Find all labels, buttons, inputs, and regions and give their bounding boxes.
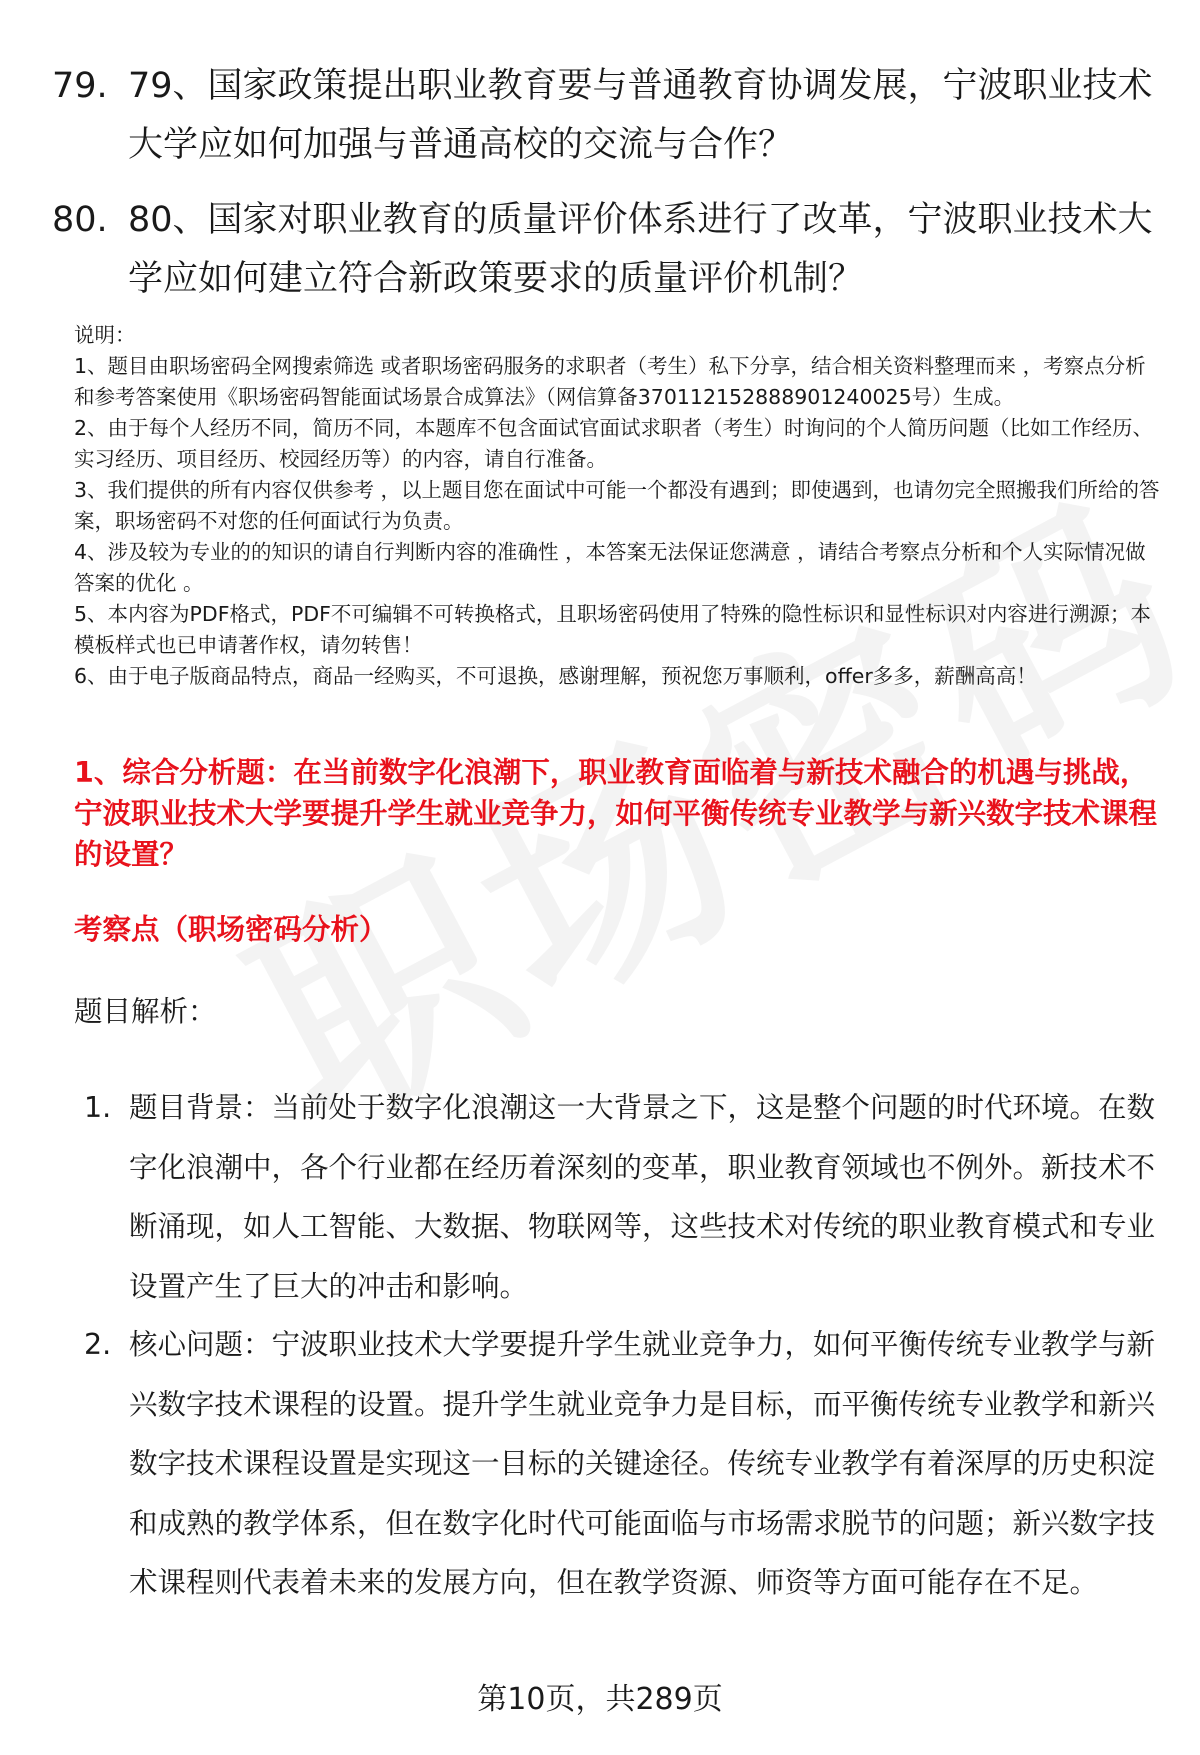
analysis-item bbox=[84, 1078, 1164, 1316]
notes-title: 说明： bbox=[74, 323, 136, 347]
analysis-item-number: 2. bbox=[84, 1328, 112, 1361]
question-number: 80. bbox=[52, 200, 108, 240]
analysis-item-text: 核心问题：宁波职业技术大学要提升学生就业竞争力，如何平衡传统专业教学与新兴数字技术课程的设置。提升学生就业竞争力是目标，而平衡传统专业教学和新兴数字技术课程设置是实现这一目标的关键途径。传统专业教学有着深厚的历史积淀和成熟的教学体系，但在数字化时代可能面临与市场需求脱节的问题；新兴数字技术课程则代表着未来的发展方向，但在教学资源、师资等方面可能存在不足。 bbox=[129, 1328, 1156, 1599]
note-item: 2、由于每个人经历不同，简历不同，本题库不包含面试官面试求职者（考生）时询问的个人简历问题（比如工作经历、实习经历、项目经历、校园经历等）的内容，请自行准备。 bbox=[74, 416, 1154, 471]
main-question-heading: 1、综合分析题：在当前数字化浪潮下，职业教育面临着与新技术融合的机遇与挑战，宁波职业技术大学要提升学生就业竞争力，如何平衡传统专业教学与新兴数字技术课程的设置？ bbox=[74, 756, 1158, 871]
question-text: 79、国家政策提出职业教育要与普通教育协调发展，宁波职业技术大学应如何加强与普通高校的交流与合作？ bbox=[128, 66, 1153, 165]
question-79 bbox=[52, 57, 1162, 175]
note-item: 5、本内容为PDF格式，PDF不可编辑不可转换格式，且职场密码使用了特殊的隐性标识和显性标识对内容进行溯源；本模板样式也已申请著作权，请勿转售！ bbox=[74, 602, 1151, 657]
question-number: 79. bbox=[52, 66, 108, 106]
page-footer: 第10页，共289页 bbox=[477, 1682, 723, 1717]
question-80 bbox=[52, 191, 1162, 309]
note-item: 6、由于电子版商品特点，商品一经购买，不可退换，感谢理解，预祝您万事顺利，offer多多，薪酬高高！ bbox=[74, 664, 1037, 688]
assessment-point-heading: 考察点（职场密码分析） bbox=[74, 913, 388, 946]
notes-section bbox=[74, 320, 1164, 692]
note-item: 3、我们提供的所有内容仅供参考 ，以上题目您在面试中可能一个都没有遇到；即使遇到，也请勿完全照搬我们所给的答案，职场密码不对您的任何面试行为负责。 bbox=[74, 478, 1160, 533]
analysis-item-number: 1. bbox=[84, 1091, 112, 1124]
note-item: 4、涉及较为专业的的知识的请自行判断内容的准确性 ，本答案无法保证您满意 ，请结合考察点分析和个人实际情况做答案的优化 。 bbox=[74, 540, 1146, 595]
analysis-title: 题目解析： bbox=[74, 995, 217, 1028]
note-item: 1、题目由职场密码全网搜索筛选 或者职场密码服务的求职者（考生）私下分享，结合相关资料整理而来 ，考察点分析和参考答案使用《职场密码智能面试场景合成算法》（网信算备370112152888901240025号）生成。 bbox=[74, 354, 1146, 409]
question-text: 80、国家对职业教育的质量评价体系进行了改革，宁波职业技术大学应如何建立符合新政策要求的质量评价机制？ bbox=[128, 200, 1153, 299]
analysis-item-text: 题目背景：当前处于数字化浪潮这一大背景之下，这是整个问题的时代环境。在数字化浪潮中，各个行业都在经历着深刻的变革，职业教育领域也不例外。新技术不断涌现，如人工智能、大数据、物联网等，这些技术对传统的职业教育模式和专业设置产生了巨大的冲击和影响。 bbox=[129, 1091, 1156, 1303]
analysis-item bbox=[84, 1315, 1164, 1613]
